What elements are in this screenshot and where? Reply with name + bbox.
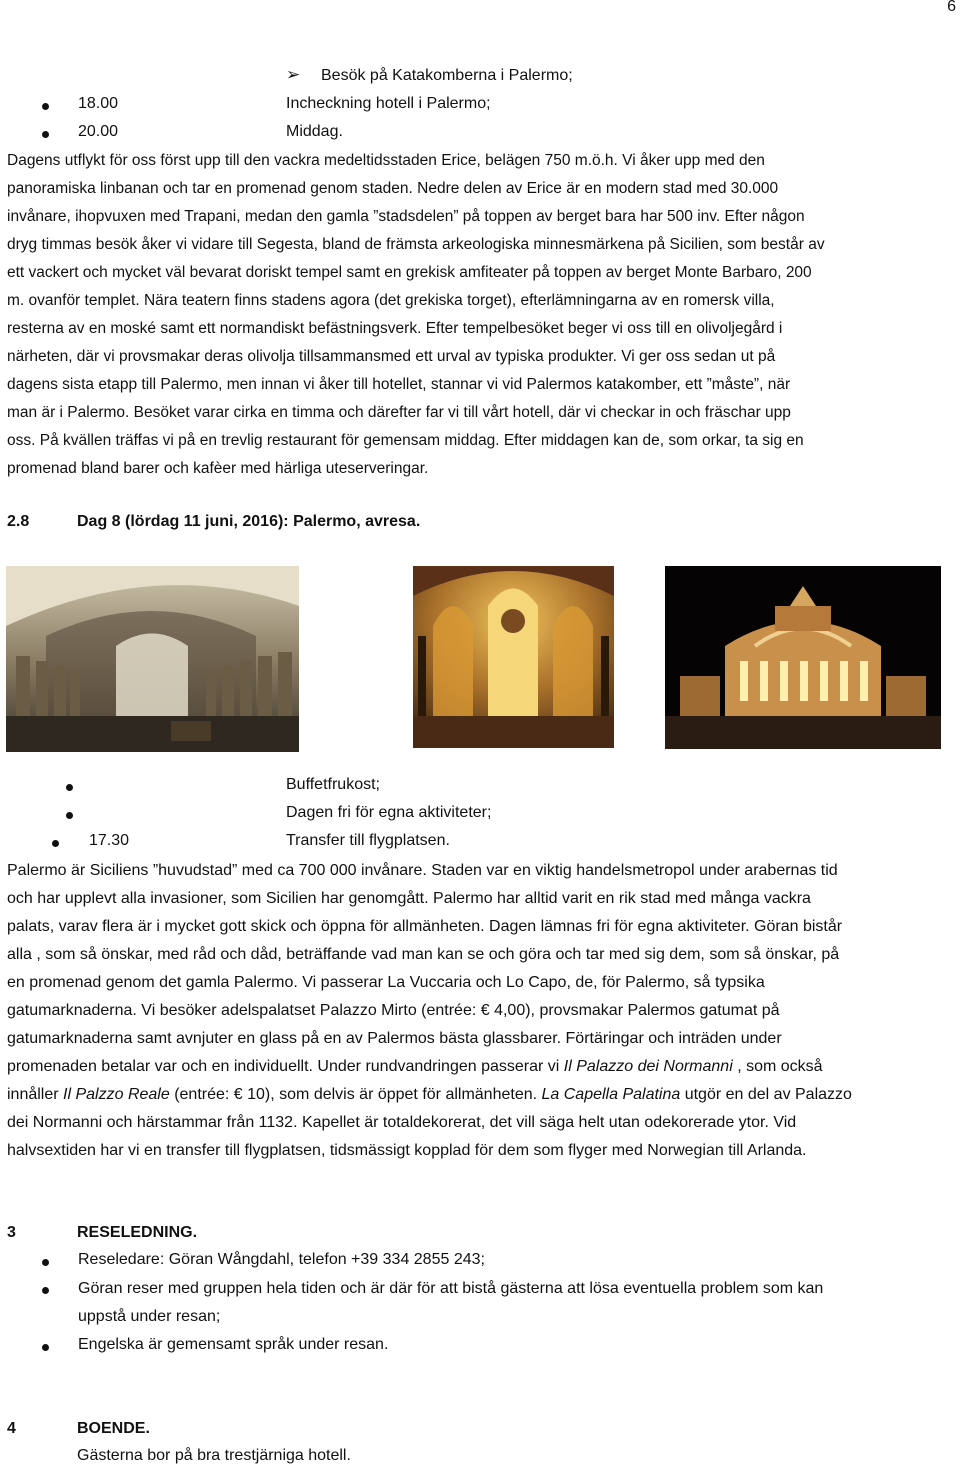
- italic-name: Il Palazzo dei Normanni: [563, 1058, 733, 1075]
- list-item-text: uppstå under resan;: [78, 1308, 221, 1325]
- list-item-text: Dagen fri för egna aktiviteter;: [286, 804, 492, 821]
- list-item-time: 18.00: [78, 95, 119, 112]
- paragraph-line: ett vackert och mycket väl bevarat doriskt tempel samt en grekisk amfiteater på toppen av berget Monte Barbaro, 200: [7, 264, 812, 281]
- section-text: Gästerna bor på bra trestjärniga hotell.: [77, 1447, 351, 1464]
- paragraph-line: invånare, ihopvuxen med Trapani, medan den gamla ”stadsdelen” på toppen av berget bara har 500 inv. Efter någon: [7, 208, 805, 225]
- text-span: utgör en del av Palazzo: [680, 1086, 852, 1103]
- bullet-icon: [66, 812, 73, 819]
- paragraph-line: Palermo är Siciliens ”huvudstad” med ca 700 000 invånare. Staden var en viktig handelsmetropol under arabernas tid: [7, 862, 838, 879]
- section-number: 4: [7, 1420, 16, 1437]
- paragraph-line: Dagens utflykt för oss först upp till den vackra medeltidsstaden Erice, belägen 750 m.ö.h. Vi åker upp med den: [7, 152, 765, 169]
- list-item-text: Göran reser med gruppen hela tiden och är där för att bistå gästerna att lösa eventuella problem som kan: [78, 1280, 824, 1297]
- list-item-text: Transfer till flygplatsen.: [286, 832, 450, 849]
- arrow-bullet-icon: ➢: [286, 65, 301, 84]
- text-span: innåller: [7, 1086, 64, 1103]
- paragraph-line: palats, varav flera är i mycket gott skick och öppna för allmänheten. Dagen lämnas fri för egna aktiviteter. Göran bistår: [7, 918, 843, 935]
- paragraph-line: oss. På kvällen träffas vi på en trevlig restaurant för gemensam middag. Efter middagen kan de, som orkar, ta sig en: [7, 432, 804, 449]
- chapel-mosaic-photo: [413, 566, 614, 748]
- bullet-icon: [42, 103, 49, 110]
- bullet-icon: [42, 1287, 49, 1294]
- paragraph-line: [7, 1085, 852, 1105]
- text-span: , som också: [732, 1058, 823, 1075]
- paragraph-line: dagens sista etapp till Palermo, men innan vi åker till hotellet, stannar vi vid Palermos katakomber, ett ”måste”, när: [7, 376, 791, 393]
- page-number: 6: [947, 0, 956, 15]
- list-item-text: Reseledare: Göran Wångdahl, telefon +39 334 2855 243;: [78, 1251, 485, 1268]
- paragraph-line: närheten, där vi provsmakar deras olivolja tillsammansmed ett urval av typiska produkter. Vi ger oss sedan ut på: [7, 348, 776, 365]
- list-item-text: Engelska är gemensamt språk under resan.: [78, 1336, 389, 1353]
- bullet-icon: [52, 840, 59, 847]
- paragraph-line: halvsextiden har vi en transfer till flygplatsen, tidsmässigt kopplad för dem som flyger med Norwegian till Arlanda.: [7, 1142, 807, 1159]
- text-span: promenaden betalar var och en individuellt. Under rundvandringen passerar vi: [7, 1058, 564, 1075]
- italic-name: La Capella Palatina: [541, 1086, 681, 1103]
- bullet-icon: [66, 784, 73, 791]
- paragraph-line: dryg timmas besök åker vi vidare till Segesta, bland de främsta arkeologiska minnesmärkena på Sicilien, som består av: [7, 236, 825, 253]
- paragraph-line: man är i Palermo. Besöket varar cirka en timma och därefter far vi till vårt hotell, där vi checkar in och fräschar upp: [7, 404, 791, 421]
- list-item-text: Besök på Katakomberna i Palermo;: [321, 67, 573, 84]
- paragraph-line: dei Normanni och härstammar från 1132. Kapellet är totaldekorerat, det vill säga helt utan odekorerade ytor. Vid: [7, 1114, 797, 1131]
- section-title: BOENDE.: [77, 1420, 150, 1437]
- italic-name: Il Palzzo Reale: [63, 1086, 170, 1103]
- bullet-icon: [42, 131, 49, 138]
- list-item-text: Buffetfrukost;: [286, 776, 380, 793]
- paragraph-line: m. ovanför templet. Nära teatern finns stadens agora (det grekiska torget), efterlämningarna av en romersk villa,: [7, 292, 775, 309]
- section-number: 3: [7, 1224, 16, 1241]
- list-item-text: Middag.: [286, 123, 343, 140]
- paragraph-line: resterna av en moské samt ett normandiskt befästningsverk. Efter tempelbesöket beger vi oss till en olivoljegård i: [7, 320, 783, 337]
- list-item-time: 20.00: [78, 123, 119, 140]
- section-number: 2.8: [7, 513, 30, 530]
- bullet-icon: [42, 1344, 49, 1351]
- section-title: RESELEDNING.: [77, 1224, 198, 1241]
- paragraph-line: en promenad genom det gamla Palermo. Vi passerar La Vuccaria och Lo Capo, de, för Palermo, så typsika: [7, 974, 765, 991]
- text-span: (entrée: € 10), som delvis är öppet för allmänheten.: [169, 1086, 542, 1103]
- catacombs-photo: [6, 566, 299, 752]
- paragraph-line: panoramiska linbanan och tar en promenad genom staden. Nedre delen av Erice är en modern stad med 30.000: [7, 180, 779, 197]
- paragraph-line: och har upplevt alla invasioner, som Sicilien har genomgått. Palermo har alltid varit en rik stad med många vackra: [7, 890, 811, 907]
- section-title: Dag 8 (lördag 11 juni, 2016): Palermo, avresa.: [77, 513, 421, 530]
- paragraph-line: gatumarknaderna. Vi besöker adelspalatset Palazzo Mirto (entrée: € 4,00), provsmakar Palermos gatumat på: [7, 1002, 780, 1019]
- list-item-text: Incheckning hotell i Palermo;: [286, 95, 491, 112]
- paragraph-line: promenad bland barer och kafèer med härliga uteserveringar.: [7, 460, 429, 477]
- paragraph-line: gatumarknaderna samt avnjuter en glass på en av Palermos bästa glassbarer. Förtäringar och inträden under: [7, 1030, 782, 1047]
- theatre-night-photo: [665, 566, 941, 749]
- paragraph-line: alla , som så önskar, med råd och dåd, beträffande vad man kan se och göra och tar med sig dem, som så önskar, på: [7, 946, 840, 963]
- bullet-icon: [42, 1259, 49, 1266]
- list-item-time: 17.30: [89, 832, 130, 849]
- paragraph-line: [7, 1057, 823, 1077]
